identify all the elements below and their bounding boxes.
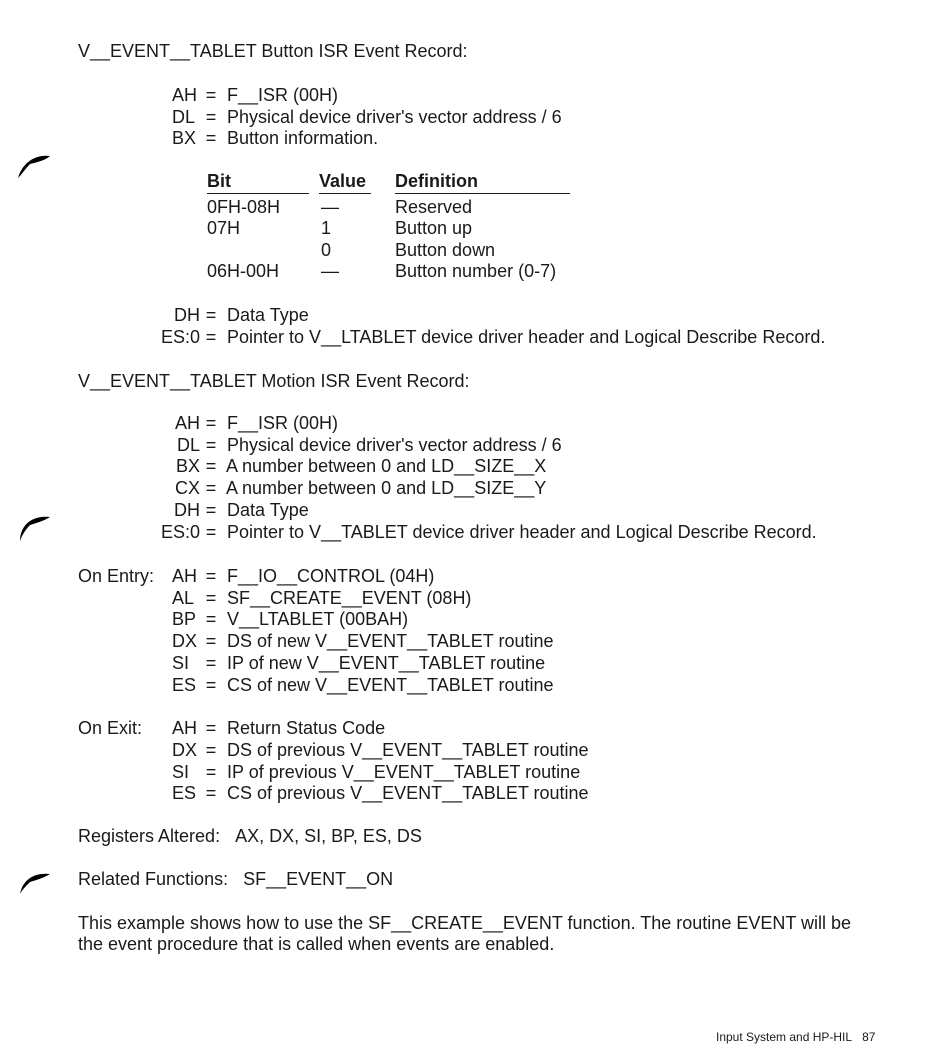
- table-cell-bit: 06H-00H: [207, 261, 280, 281]
- related-functions-label: Related Functions:: [78, 869, 229, 889]
- motion-record-title: V__EVENT__TABLET Motion ISR Event Record:: [78, 371, 470, 391]
- header-underline: [395, 193, 570, 194]
- example-paragraph-line: This example shows how to use the SF__CREATE__EVENT function. The routine EVENT will be: [78, 913, 852, 933]
- header-underline: [319, 193, 371, 194]
- page-number: 87: [862, 1030, 876, 1044]
- registers-altered-value: AX, DX, SI, BP, ES, DS: [235, 826, 422, 846]
- register-line: ES = CS of new V__EVENT__TABLET routine: [172, 675, 554, 695]
- register-line: BP = V__LTABLET (00BAH): [172, 609, 409, 629]
- register-line: DX = DS of previous V__EVENT__TABLET routine: [172, 740, 589, 760]
- table-cell-value: 1: [321, 218, 332, 238]
- example-paragraph-line: the event procedure that is called when events are enabled.: [78, 934, 555, 954]
- table-cell-definition: Button down: [395, 240, 496, 260]
- table-header-value: Value: [319, 171, 367, 191]
- table-header-definition: Definition: [395, 171, 478, 191]
- related-functions-value: SF__EVENT__ON: [243, 869, 394, 889]
- button-record-title: V__EVENT__TABLET Button ISR Event Record:: [78, 41, 468, 61]
- related-functions: [78, 869, 393, 890]
- table-header-bit: Bit: [207, 171, 231, 191]
- register-line: BX = A number between 0 and LD__SIZE__X: [175, 456, 547, 476]
- register-line: DH = Data Type: [174, 500, 309, 520]
- table-cell-value: —: [321, 261, 339, 281]
- register-line: AH = Return Status Code: [172, 718, 386, 738]
- register-line: AH = F__ISR (00H): [174, 413, 339, 433]
- table-cell-bit: 0FH-08H: [207, 197, 281, 217]
- header-underline: [207, 193, 309, 194]
- register-line: SI = IP of new V__EVENT__TABLET routine: [172, 653, 546, 673]
- margin-mark-icon: [16, 150, 52, 180]
- register-line: ES = CS of previous V__EVENT__TABLET routine: [172, 783, 589, 803]
- margin-mark-icon: [16, 866, 52, 896]
- register-line: AH = F__ISR (00H): [172, 85, 339, 105]
- register-line: DL = Physical device driver's vector address / 6: [176, 435, 562, 455]
- register-line: DL = Physical device driver's vector address / 6: [172, 107, 562, 127]
- table-cell-definition: Reserved: [395, 197, 473, 217]
- register-line: BX = Button information.: [172, 128, 379, 148]
- table-cell-bit: 07H: [207, 218, 241, 238]
- registers-altered-label: Registers Altered:: [78, 826, 221, 846]
- register-line: AL = SF__CREATE__EVENT (08H): [172, 588, 472, 608]
- register-line: SI = IP of previous V__EVENT__TABLET routine: [172, 762, 581, 782]
- margin-mark-icon: [16, 507, 52, 543]
- table-cell-definition: Button number (0-7): [395, 261, 557, 281]
- on-entry-label: On Entry:: [78, 566, 155, 586]
- table-cell-value: —: [321, 197, 339, 217]
- on-exit-label: On Exit:: [78, 718, 143, 738]
- register-line: ES:0 = Pointer to V__LTABLET device driver header and Logical Describe Record.: [160, 327, 826, 347]
- table-cell-definition: Button up: [395, 218, 473, 238]
- register-line: ES:0 = Pointer to V__TABLET device driver header and Logical Describe Record.: [160, 522, 817, 542]
- register-line: DH = Data Type: [174, 305, 309, 325]
- registers-altered: [78, 826, 422, 847]
- table-cell-value: 0: [321, 240, 332, 260]
- page-footer: [716, 1030, 875, 1044]
- footer-section: Input System and HP-HIL: [716, 1030, 853, 1044]
- register-line: AH = F__IO__CONTROL (04H): [172, 566, 435, 586]
- register-line: DX = DS of new V__EVENT__TABLET routine: [172, 631, 554, 651]
- register-line: CX = A number between 0 and LD__SIZE__Y: [174, 478, 547, 498]
